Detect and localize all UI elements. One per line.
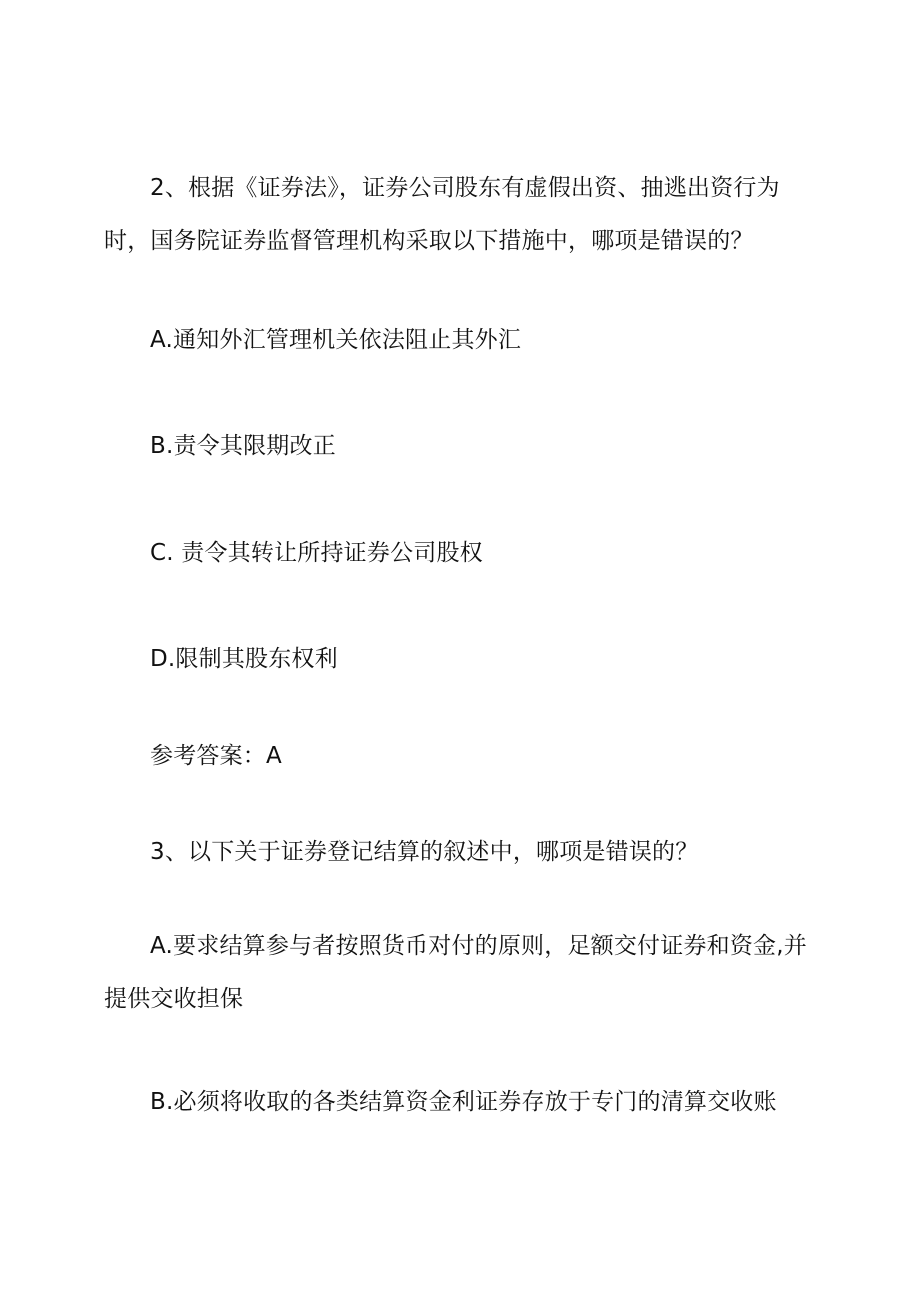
question-2-option-a <box>104 314 816 367</box>
question-3-option-a-line-1: A.要求结算参与者按照货币对付的原则，足额交付证券和资金,并 <box>150 933 807 959</box>
option-a-text: A.通知外汇管理机关依法阻止其外汇 <box>150 327 522 353</box>
reference-answer: 参考答案：A <box>150 743 282 769</box>
question-2-stem-line-2: 时，国务院证券监督管理机构采取以下措施中，哪项是错误的？ <box>104 228 754 254</box>
question-3-stem-text: 3、以下关于证券登记结算的叙述中，哪项是错误的？ <box>150 839 699 865</box>
question-2-answer <box>104 730 816 783</box>
question-3-option-b <box>104 1076 816 1129</box>
question-3-option-b-text: B.必须将收取的各类结算资金利证券存放于专门的清算交收账 <box>150 1089 777 1115</box>
question-3-option-a <box>104 920 816 1026</box>
question-2-stem-line-1: 2、根据《证券法》，证券公司股东有虚假出资、抽逃出资行为 <box>150 175 780 201</box>
question-2-option-d <box>104 633 816 686</box>
option-c-text: C. 责令其转让所持证券公司股权 <box>150 540 483 566</box>
question-2-option-b <box>104 420 816 473</box>
question-2-stem <box>104 162 816 268</box>
question-3-option-a-line-2: 提供交收担保 <box>104 986 244 1012</box>
question-2-option-c <box>104 527 816 580</box>
option-b-text: B.责令其限期改正 <box>150 433 336 459</box>
question-3-stem <box>104 826 816 879</box>
option-d-text: D.限制其股东权利 <box>150 646 338 672</box>
